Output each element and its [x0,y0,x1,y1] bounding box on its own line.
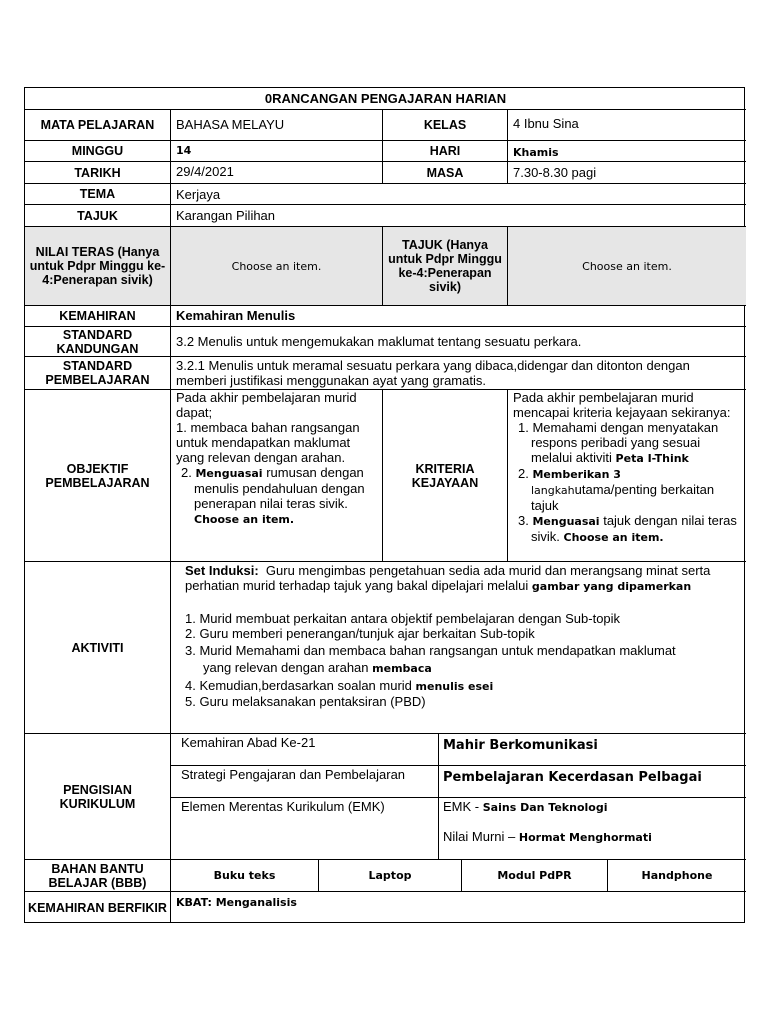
masa-label: MASA [383,162,508,184]
minggu-value[interactable]: 14 [171,141,383,162]
tajuk-value[interactable]: Karangan Pilihan [171,205,746,227]
kriteria-item-1-text: 1. Memahami dengan menyatakan respons peribadi yang sesuai melalui aktiviti [518,420,719,465]
strategi-pdp-label: Strategi Pengajaran dan Pembelajaran [171,766,438,798]
objektif-item-2-bold: Menguasai [195,467,263,480]
nilai-murni-prefix: Nilai Murni – [443,829,516,844]
emk-label: Elemen Merentas Kurikulum (EMK) [181,799,385,814]
emk-prefix: EMK - [443,799,480,814]
aktiviti-step-2: 2. Guru memberi penerangan/tunjuk ajar berkaitan Sub-topik [185,626,535,641]
kriteria-item-1 [513,420,742,466]
page-title: 0RANCANGAN PENGAJARAN HARIAN [25,88,746,110]
bbb-item-laptop[interactable]: Laptop [319,860,462,891]
set-induksi [185,563,738,594]
kriteria-intro: Pada akhir pembelajaran murid mencapai kriteria kejayaan sekiranya: [513,390,731,420]
standard-kandungan-value[interactable]: 3.2 Menulis untuk mengemukakan maklumat tentang sesuatu perkara. [171,327,746,357]
kriteria-item-3-bold: Menguasai [532,515,600,528]
aktiviti-content[interactable] [171,562,746,734]
kriteria-content[interactable] [508,390,746,562]
aktiviti-label: AKTIVITI [25,562,171,734]
tarikh-label: TARIKH [25,162,171,184]
kriteria-choose-dropdown[interactable]: Choose an item. [563,531,664,544]
set-induksi-text: Guru mengimbas pengetahuan sedia ada murid dan merangsang minat serta perhatian murid terhadap tajuk yang bakal dipelajari melalui [185,563,711,593]
aktiviti-step-1: 1. Murid membuat perkaitan antara objektif pembelajaran dengan Sub-topik [185,611,621,626]
objektif-label: OBJEKTIF PEMBELAJARAN [25,390,171,562]
pengisian-kurikulum-label: PENGISIAN KURIKULUM [25,734,171,860]
objektif-intro: Pada akhir pembelajaran murid dapat; [176,390,357,420]
kemahiran-value[interactable]: Kemahiran Menulis [171,306,746,327]
kelas-value[interactable]: 4 Ibnu Sina [508,110,746,141]
tajuk-label: TAJUK [25,205,171,227]
objektif-item-2 [176,465,376,527]
tarikh-value[interactable]: 29/4/2021 [171,162,383,184]
nilai-murni-line [443,829,742,845]
kriteria-item-2-small: langkah [531,484,575,497]
objektif-item-2-num: 2. [181,465,192,480]
aktiviti-step-4-tail: menulis esei [415,680,494,693]
kriteria-item-3-num: 3. [518,513,529,528]
bbb-item-handphone[interactable]: Handphone [641,869,713,882]
kriteria-label: KRITERIA KEJAYAAN [383,390,508,562]
minggu-label: MINGGU [25,141,171,162]
set-induksi-label: Set Induksi: [185,563,259,578]
kriteria-item-2-text: utama/penting berkaitan tajuk [531,482,715,513]
mata-pelajaran-value[interactable]: BAHASA MELAYU [171,110,383,141]
nilai-murni-value: Hormat Menghormati [518,831,652,844]
set-induksi-tail: gambar yang dipamerkan [531,580,692,593]
pengisian-right-column [439,734,746,860]
nilai-teras-dropdown[interactable]: Choose an item. [171,227,383,306]
objektif-item-2-text: rumusan dengan menulis pendahuluan dengan penerapan nilai teras sivik. [194,465,365,511]
bbb-item-modul-pdpr[interactable]: Modul PdPR [462,860,608,891]
kemahiran-berfikir-label: KEMAHIRAN BERFIKIR [25,892,171,923]
aktiviti-step-3b [185,660,738,676]
tema-label: TEMA [25,184,171,205]
kriteria-item-1-tail: Peta I-Think [615,452,689,465]
kriteria-item-3 [513,513,742,545]
hari-value[interactable]: Khamis [508,141,746,162]
bbb-items [171,860,746,892]
kriteria-item-2 [513,466,742,513]
tajuk-sivik-label: TAJUK (Hanya untuk Pdpr Minggu ke-4:Penerapan sivik) [383,227,508,306]
emk-line [443,799,742,815]
emk-value[interactable] [439,798,746,860]
kriteria-item-2-bold: Memberikan 3 [532,468,621,481]
standard-pembelajaran-value[interactable]: 3.2.1 Menulis untuk meramal sesuatu perkara yang dibaca,didengar dan ditonton dengan memberi justifikasi menggunakan ayat yang gramatis. [171,357,746,390]
aktiviti-step-3b-tail: membaca [372,662,432,675]
standard-kandungan-label: STANDARD KANDUNGAN [25,327,171,357]
objektif-content[interactable] [171,390,383,562]
lesson-plan-table [24,87,745,923]
kriteria-item-2-num: 2. [518,466,529,481]
objektif-choose-dropdown[interactable]: Choose an item. [194,513,295,526]
bbb-label: BAHAN BANTU BELAJAR (BBB) [25,860,171,892]
aktiviti-step-4 [185,678,738,694]
kelas-label: KELAS [383,110,508,141]
tajuk-sivik-dropdown[interactable]: Choose an item. [508,227,746,306]
aktiviti-step-3b-text: yang relevan dengan arahan [203,660,369,675]
nilai-teras-label: NILAI TERAS (Hanya untuk Pdpr Minggu ke-4:Penerapan sivik) [25,227,171,306]
masa-value[interactable]: 7.30-8.30 pagi [508,162,746,184]
aktiviti-step-3: 3. Murid Memahami dan membaca bahan rangsangan untuk mendapatkan maklumat [185,643,676,658]
kemahiran-abad-label: Kemahiran Abad Ke-21 [171,734,438,766]
kemahiran-berfikir-value[interactable]: KBAT: Menganalisis [176,896,297,909]
aktiviti-step-5: 5. Guru melaksanakan pentaksiran (PBD) [185,694,426,709]
bbb-item-buku-teks[interactable]: Buku teks [171,860,319,891]
aktiviti-step-4-text: 4. Kemudian,berdasarkan soalan murid [185,678,412,693]
pengisian-left-column [171,734,439,860]
tema-value[interactable]: Kerjaya [171,184,746,205]
kemahiran-label: KEMAHIRAN [25,306,171,327]
kriteria-item-3-text: tajuk dengan nilai teras sivik. [531,513,737,544]
emk-value-bold: Sains Dan Teknologi [482,801,608,814]
strategi-pdp-value[interactable]: Pembelajaran Kecerdasan Pelbagai [439,766,746,798]
mata-pelajaran-label: MATA PELAJARAN [25,110,171,141]
kemahiran-abad-value[interactable]: Mahir Berkomunikasi [439,734,746,766]
objektif-item-1: 1. membaca bahan rangsangan untuk mendapatkan maklumat yang relevan dengan arahan. [176,420,360,465]
standard-pembelajaran-label: STANDARD PEMBELAJARAN [25,357,171,390]
hari-label: HARI [383,141,508,162]
